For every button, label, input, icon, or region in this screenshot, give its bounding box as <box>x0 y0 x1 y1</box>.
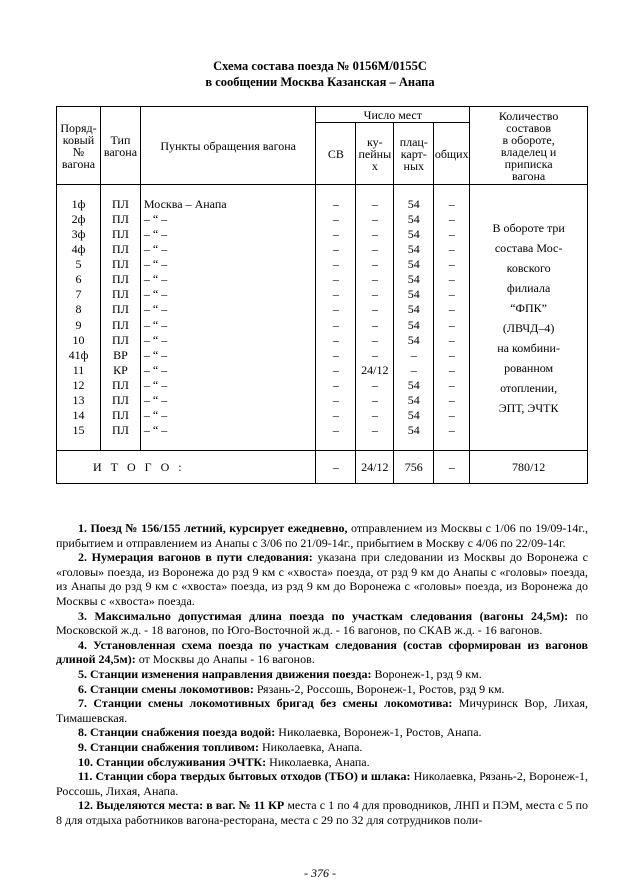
row-kupe-cell: – <box>371 196 378 211</box>
row-kupe-cell: – <box>371 317 378 332</box>
row-plac-cell: 54 <box>407 226 420 241</box>
row-common-cell: – <box>448 302 455 317</box>
row-common-cell: – <box>448 408 455 423</box>
rotation-note-line: В обороте три <box>492 220 565 235</box>
row-sv-cell: – <box>332 362 339 377</box>
row-points-cell: – “ – <box>143 377 168 392</box>
header-type: Тип вагона <box>100 107 140 185</box>
header-kupe: ку- пейны х <box>356 123 394 185</box>
row-plac-cell: 54 <box>407 332 420 347</box>
row-points-cell: Москва – Анапа <box>143 196 227 211</box>
row-points-cell: – “ – <box>143 257 168 272</box>
row-sv-cell: – <box>332 257 339 272</box>
plackart-seats-column <box>394 185 434 451</box>
note-paragraph <box>56 696 588 725</box>
paragraph-heading: 7. Станции смены локомотивных бригад без смены локомотива: <box>78 696 453 711</box>
row-type-cell: ПЛ <box>112 332 129 347</box>
row-common-cell: – <box>448 257 455 272</box>
row-common-cell: – <box>448 242 455 257</box>
row-type-cell: ПЛ <box>112 317 129 332</box>
row-sv-cell: – <box>332 226 339 241</box>
row-points-cell: – “ – <box>143 392 168 407</box>
row-kupe-cell: – <box>371 226 378 241</box>
row-type-cell: ПЛ <box>112 196 129 211</box>
row-points-cell: – “ – <box>143 211 168 226</box>
row-sv-cell: – <box>332 242 339 257</box>
paragraph-text: от Москвы до Анапы - 16 вагонов. <box>135 652 315 667</box>
row-num-cell: 10 <box>72 332 85 347</box>
row-num-cell: 8 <box>75 302 82 317</box>
row-type-cell: ПЛ <box>112 392 129 407</box>
row-sv-cell: – <box>332 332 339 347</box>
paragraph-heading: 8. Станции снабжения поезда водой: <box>78 725 276 740</box>
note-paragraph <box>56 769 588 798</box>
row-kupe-cell: – <box>371 211 378 226</box>
paragraph-text: Рязань-2, Россошь, Воронеж-1, Ростов, рзд 9 км. <box>253 681 505 696</box>
row-kupe-cell: – <box>371 332 378 347</box>
row-common-cell: – <box>448 272 455 287</box>
row-points-cell: – “ – <box>143 302 168 317</box>
rotation-note-line: ковского <box>506 260 551 275</box>
paragraph-heading: 1. Поезд № 156/155 летний, курсирует ежедневно, <box>78 521 348 535</box>
paragraph-text: Николаевка, Рязань-2, Воронеж-1, Россошь, Лихая, Анапа. <box>56 769 588 798</box>
note-paragraph <box>56 755 588 770</box>
row-points-cell: – “ – <box>143 332 168 347</box>
note-paragraph <box>56 638 588 667</box>
paragraph-heading: 10. Станции обслуживания ЭЧТК: <box>78 754 267 769</box>
paragraph-text: Николаевка, Анапа. <box>266 754 370 769</box>
row-type-cell: ПЛ <box>112 272 129 287</box>
row-common-cell: – <box>448 211 455 226</box>
row-sv-cell: – <box>332 347 339 362</box>
row-plac-cell: – <box>410 362 417 377</box>
row-plac-cell: 54 <box>407 196 420 211</box>
row-sv-cell: – <box>332 272 339 287</box>
row-points-cell: – “ – <box>143 226 168 241</box>
document-title: Схема состава поезда № 0156М/0155С <box>213 59 427 73</box>
row-sv-cell: – <box>332 317 339 332</box>
row-kupe-cell: – <box>371 287 378 302</box>
row-sv-cell: – <box>332 392 339 407</box>
row-kupe-cell: – <box>371 242 378 257</box>
row-points-cell: – “ – <box>143 287 168 302</box>
row-sv-cell: – <box>332 211 339 226</box>
kupe-seats-column <box>356 185 394 451</box>
row-num-cell: 11 <box>72 362 85 377</box>
rotation-note-line: “ФПК” <box>510 300 548 315</box>
wagon-type-column <box>100 185 140 451</box>
row-num-cell: 3ф <box>71 226 86 241</box>
row-sv-cell: – <box>332 287 339 302</box>
total-common: – <box>434 451 470 484</box>
row-plac-cell: 54 <box>407 302 420 317</box>
row-plac-cell: 54 <box>407 272 420 287</box>
rotation-note <box>470 185 588 451</box>
rotation-note-line: отоплении, <box>500 380 558 395</box>
note-paragraph <box>56 667 588 682</box>
total-plackart: 756 <box>394 451 434 484</box>
route-points-column <box>140 185 316 451</box>
row-num-cell: 5 <box>75 257 82 272</box>
row-type-cell: ПЛ <box>112 257 129 272</box>
row-kupe-cell: – <box>371 257 378 272</box>
row-common-cell: – <box>448 362 455 377</box>
paragraph-text: указана при следовании из Москвы до Воронежа с «головы» поезда, из Воронежа до рзд 9 км с «хвоста» поезда, от рзд 9 км до Анапы с «головы» поезда, из Анапы до рзд 9 км с «хвоста» поезда, из рзд 9 км до Воронежа с «головы» поезда, из Воронежа до Москвы с «хвоста» поезда. <box>56 550 588 608</box>
total-quantity: 780/12 <box>470 451 588 484</box>
row-common-cell: – <box>448 347 455 362</box>
common-seats-column <box>434 185 470 451</box>
rotation-note-line: (ЛВЧД–4) <box>502 320 555 335</box>
row-num-cell: 1ф <box>71 196 86 211</box>
row-type-cell: ПЛ <box>112 242 129 257</box>
note-paragraph <box>56 609 588 638</box>
row-plac-cell: 54 <box>407 211 420 226</box>
rotation-note-line: рованном <box>504 360 554 375</box>
row-num-cell: 9 <box>75 317 82 332</box>
paragraph-heading: 9. Станции снабжения топливом: <box>78 739 259 754</box>
paragraph-heading: 12. Выделяются места: в ваг. № 11 КР <box>78 798 285 813</box>
totals-label: И Т О Г О : <box>57 451 316 484</box>
row-common-cell: – <box>448 332 455 347</box>
row-num-cell: 13 <box>72 392 85 407</box>
row-points-cell: – “ – <box>143 242 168 257</box>
row-type-cell: КР <box>113 362 128 377</box>
row-sv-cell: – <box>332 408 339 423</box>
row-kupe-cell: – <box>371 302 378 317</box>
header-quantity: Количество составов в обороте, владелец и приписка вагона <box>470 107 588 185</box>
row-kupe-cell: 24/12 <box>361 362 389 377</box>
header-common: общих <box>434 123 470 185</box>
paragraph-heading: 11. Станции сбора твердых бытовых отходов (ТБО) и шлака: <box>78 769 411 784</box>
note-paragraph <box>56 550 588 608</box>
row-plac-cell: 54 <box>407 257 420 272</box>
row-common-cell: – <box>448 287 455 302</box>
row-plac-cell: – <box>410 347 417 362</box>
total-sv: – <box>316 451 356 484</box>
row-plac-cell: 54 <box>407 423 420 438</box>
row-plac-cell: 54 <box>407 317 420 332</box>
header-plackart: плац- карт- ных <box>394 123 434 185</box>
row-kupe-cell: – <box>371 377 378 392</box>
row-kupe-cell: – <box>371 408 378 423</box>
note-paragraph <box>56 740 588 755</box>
row-points-cell: – “ – <box>143 272 168 287</box>
row-num-cell: 7 <box>75 287 82 302</box>
paragraph-text: места с 1 по 4 для проводников, ЛНП и ПЭМ, места с 5 по 8 для отдыха работников вагона-ресторана, места с 29 по 32 для сотрудников поли- <box>56 798 588 827</box>
row-plac-cell: 54 <box>407 392 420 407</box>
note-paragraph <box>56 798 588 827</box>
rotation-note-line: филиала <box>506 280 551 295</box>
row-sv-cell: – <box>332 302 339 317</box>
row-type-cell: ПЛ <box>112 408 129 423</box>
row-num-cell: 14 <box>72 408 85 423</box>
row-type-cell: ВР <box>113 347 128 362</box>
row-sv-cell: – <box>332 196 339 211</box>
paragraph-heading: 4. Установленная схема поезда по участкам следования (состав сформирован из вагонов длиной 24,5м): <box>56 637 588 667</box>
row-type-cell: ПЛ <box>112 287 129 302</box>
row-plac-cell: 54 <box>407 287 420 302</box>
row-num-cell: 2ф <box>71 211 86 226</box>
row-type-cell: ПЛ <box>112 377 129 392</box>
row-common-cell: – <box>448 226 455 241</box>
note-paragraph <box>56 521 588 550</box>
row-num-cell: 6 <box>75 272 82 287</box>
row-points-cell: – “ – <box>143 423 168 438</box>
row-type-cell: ПЛ <box>112 226 129 241</box>
paragraph-heading: 2. Нумерация вагонов в пути следования: <box>78 550 313 565</box>
row-common-cell: – <box>448 196 455 211</box>
document-subtitle: в сообщении Москва Казанская – Анапа <box>205 75 435 89</box>
paragraph-heading: 5. Станции изменения направления движения поезда: <box>78 666 372 681</box>
row-common-cell: – <box>448 317 455 332</box>
paragraph-text: отправлением из Москвы с 1/06 по 19/09-14г., прибытием и отправлением из Анапы с 3/06 по 21/09-14г., прибытием в Москву с 4/06 по 22/09-14г. <box>56 521 588 550</box>
row-plac-cell: 54 <box>407 408 420 423</box>
paragraph-heading: 3. Максимально допустимая длина поезда по участкам следования (вагоны 24,5м): <box>78 608 569 623</box>
paragraph-text: Николаевка, Воронеж-1, Ростов, Анапа. <box>275 725 482 740</box>
row-plac-cell: 54 <box>407 377 420 392</box>
header-points: Пункты обращения вагона <box>140 107 316 185</box>
row-type-cell: ПЛ <box>112 302 129 317</box>
row-num-cell: 41ф <box>68 347 89 362</box>
note-paragraph <box>56 682 588 697</box>
row-points-cell: – “ – <box>143 362 168 377</box>
paragraph-text: по Московской ж.д. - 18 вагонов, по Юго-Восточной ж.д. - 16 вагонов, по СКАВ ж.д. - 16 вагонов. <box>56 608 589 638</box>
row-sv-cell: – <box>332 377 339 392</box>
row-points-cell: – “ – <box>143 408 168 423</box>
row-plac-cell: 54 <box>407 242 420 257</box>
paragraph-heading: 6. Станции смены локомотивов: <box>78 681 254 696</box>
note-paragraph <box>56 725 588 740</box>
header-sv: СВ <box>316 123 356 185</box>
rotation-note-line: ЭПТ, ЭЧТК <box>498 400 559 415</box>
row-common-cell: – <box>448 423 455 438</box>
row-kupe-cell: – <box>371 272 378 287</box>
row-kupe-cell: – <box>371 423 378 438</box>
paragraph-text: Мичуринск Вор, Лихая, Тимашевская. <box>56 696 588 725</box>
row-common-cell: – <box>448 377 455 392</box>
row-type-cell: ПЛ <box>112 211 129 226</box>
row-num-cell: 4ф <box>71 242 86 257</box>
row-points-cell: – “ – <box>143 347 168 362</box>
row-kupe-cell: – <box>371 347 378 362</box>
rotation-note-line: на комбини- <box>497 340 560 355</box>
rotation-note-line: состава Мос- <box>494 240 563 255</box>
paragraph-text: Воронеж-1, рзд 9 км. <box>371 666 482 681</box>
row-common-cell: – <box>448 392 455 407</box>
row-points-cell: – “ – <box>143 317 168 332</box>
total-kupe: 24/12 <box>356 451 394 484</box>
row-kupe-cell: – <box>371 392 378 407</box>
header-num: Поряд- ковый № вагона <box>57 107 101 185</box>
paragraph-text: Николаевка, Анапа. <box>258 739 363 754</box>
row-type-cell: ПЛ <box>112 423 129 438</box>
row-sv-cell: – <box>332 423 339 438</box>
header-seats: Число мест <box>316 107 470 123</box>
notes-section <box>56 521 588 827</box>
row-num-cell: 12 <box>72 377 85 392</box>
sv-seats-column <box>316 185 356 451</box>
row-num-cell: 15 <box>72 423 85 438</box>
train-composition-table <box>56 106 588 484</box>
page-number: - 376 - <box>304 866 336 880</box>
wagon-number-column <box>57 185 101 451</box>
